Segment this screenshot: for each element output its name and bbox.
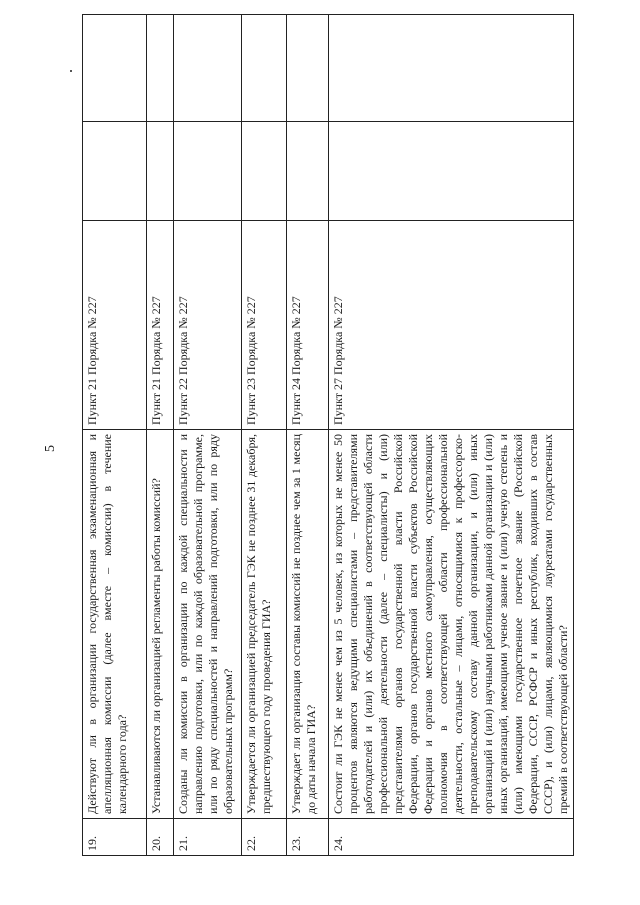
note-cell	[329, 15, 574, 122]
page-number: 5	[43, 445, 58, 452]
question-cell: Утверждается ли организацией председатель ГЭК не позднее 31 декабря, предшествующего году проведения ГИА?	[242, 430, 287, 819]
note-cell	[242, 15, 287, 122]
reference-cell: Пункт 24 Порядка № 227	[287, 221, 329, 430]
table-row	[242, 15, 287, 856]
question-cell: Утверждает ли организация составы комиссий не позднее чем за 1 месяц до даты начала ГИА?	[287, 430, 329, 819]
reference-cell: Пункт 22 Порядка № 227	[174, 221, 242, 430]
answer-cell	[287, 122, 329, 221]
table-row	[174, 15, 242, 856]
row-number: 24.	[329, 819, 574, 856]
note-cell	[174, 15, 242, 122]
table-row	[287, 15, 329, 856]
answer-cell	[174, 122, 242, 221]
table-row	[329, 15, 574, 856]
answer-cell	[83, 122, 147, 221]
row-number: 19.	[83, 819, 147, 856]
row-number: 21.	[174, 819, 242, 856]
reference-cell: Пункт 21 Порядка № 227	[147, 221, 174, 430]
checklist-table	[82, 14, 574, 856]
reference-cell: Пункт 27 Порядка № 227	[329, 221, 574, 430]
scan-speck	[70, 70, 72, 72]
question-cell: Состоит ли ГЭК не менее чем из 5 человек, из которых не менее 50 процентов являются ведущими специалистами – представителями работодателей и (или) их объединений в соответствующей области профессиональной деятельности (далее – специалисты) и (или) представителями органов государственной власти Российской Федерации, органов государственной власти субъектов Российской Федерации и органов местного самоуправления, осуществляющих полномочия в соответствующей области профессиональной деятельности, остальные – лицами, относящимися к профессорско-преподавательскому составу данной организации, и (или) иных организаций и (или) научными работниками данной организации и (или) иных организаций, имеющими ученое звание и (или) ученую степень и (или) имеющими государственное почетное звание (Российской Федерации, СССР, РСФСР и иных республик, входивших в состав СССР), и (или) лицами, являющимися лауреатами государственных премий в соответствующей области?	[329, 430, 574, 819]
row-number: 20.	[147, 819, 174, 856]
question-cell: Действуют ли в организации государственная экзаменационная и апелляционная комиссии (далее вместе – комиссии) в течение календарного года?	[83, 430, 147, 819]
table-row	[83, 15, 147, 856]
question-cell: Устанавливаются ли организацией регламенты работы комиссий?	[147, 430, 174, 819]
question-cell: Созданы ли комиссии в организации по каждой специальности и направлению подготовки, или по каждой образовательной программе, или по ряду специальностей и направлений подготовки, или по ряду образовательных программ?	[174, 430, 242, 819]
row-number: 22.	[242, 819, 287, 856]
note-cell	[83, 15, 147, 122]
answer-cell	[329, 122, 574, 221]
answer-cell	[242, 122, 287, 221]
note-cell	[147, 15, 174, 122]
note-cell	[287, 15, 329, 122]
checklist-sheet	[82, 60, 574, 856]
table-row	[147, 15, 174, 856]
answer-cell	[147, 122, 174, 221]
row-number: 23.	[287, 819, 329, 856]
reference-cell: Пункт 23 Порядка № 227	[242, 221, 287, 430]
reference-cell: Пункт 21 Порядка № 227	[83, 221, 147, 430]
rotated-table-wrapper	[82, 60, 574, 856]
